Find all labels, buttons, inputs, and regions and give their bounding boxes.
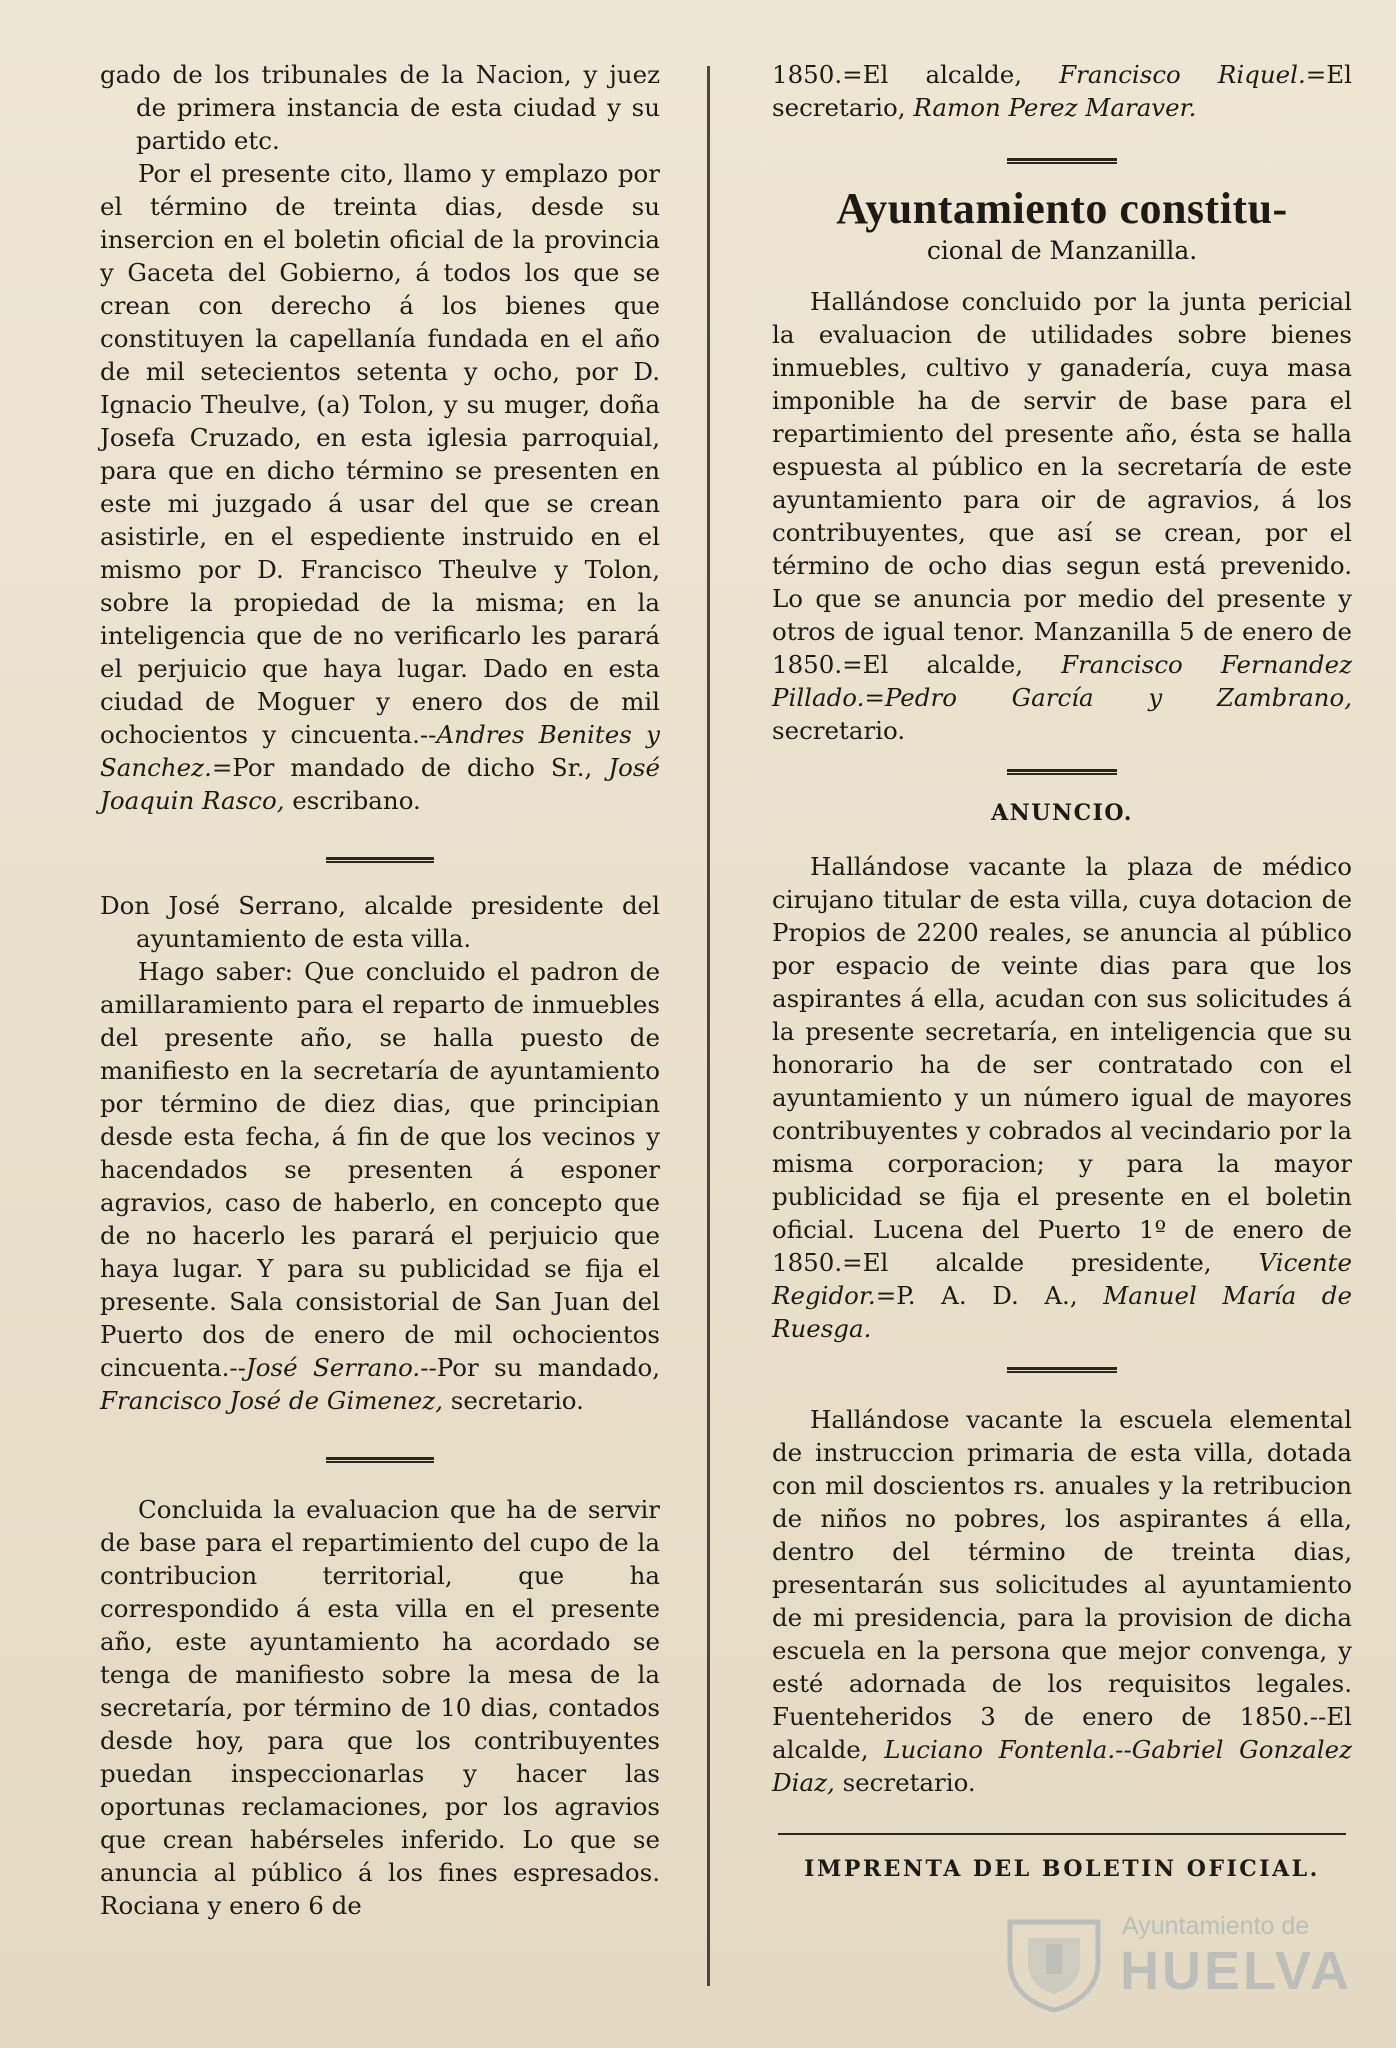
secretary-signature: Manuel María de Ruesga. — [772, 1281, 1352, 1343]
notice-capellania — [100, 58, 660, 817]
mayor-signature: Luciano Fontenla. — [884, 1735, 1116, 1764]
notice-san-juan — [100, 889, 660, 1417]
notice-capellania-text: Por el presente cito, llamo y emplazo por el término de treinta dias, desde su insercion en el boletin oficial de la provincia y Gaceta del Gobierno, á todos los que se crean con derecho á los bienes que constituyen la capellanía fundada en el año de mil setecientos setenta y ocho, por D. Ignacio Theulve, (a) Tolon, y su muger, doña Josefa Cruzado, en esta iglesia parroquial, para que en dicho término se presenten en este mi juzgado á usar del que se crean asistirle, en el espediente instruido en el mismo por D. Francisco Theulve y Tolon, sobre la propiedad de la misma; en la inteligencia que de no verificarlo les parará el perjuicio que haya lugar. Dado en esta ciudad de Moguer y enero dos de mil ochocientos y cincuenta.-- — [100, 159, 660, 749]
notice-rociana-body: Concluida la evaluacion que ha de servir de base para el repartimiento del cupo de la contribucion territorial, que ha correspondido á esta villa en el presente año, este ayuntamiento ha acordado se tenga de manifiesto sobre la mesa de la secretaría, por término de 10 dias, contados desde hoy, para que los contribuyentes puedan inspeccionarlas y hacer las oportunas reclamaciones, por los agravios que crean habérseles inferido. Lo que se anuncia al público á los fines espresados. Rociana y enero 6 de — [100, 1495, 660, 1920]
notice-lucena — [772, 797, 1352, 1345]
secretary-signature: Pedro García y Zambrano, — [884, 683, 1352, 712]
column-divider — [707, 66, 710, 1986]
section-ornament — [1007, 158, 1117, 164]
notice-fuenteheridos — [772, 1403, 1352, 1799]
secretary-signature: Ramon Perez Maraver. — [913, 93, 1197, 122]
signature-separator: =P. A. D. A., — [875, 1281, 1104, 1310]
coat-of-arms-icon — [1000, 1916, 1108, 2012]
mayor-signature: Vicente Regidor. — [772, 1248, 1352, 1310]
judge-signature: Andres Benites y Sanchez. — [100, 720, 660, 782]
mayor-signature: Francisco Fernandez Pillado. — [772, 650, 1352, 712]
notice-lucena-text: Hallándose vacante la plaza de médico cirujano titular de esta villa, cuya dotacion de Propios de 2200 reales, se anuncia al público por espacio de veinte dias para que los aspirantes á ella, acudan con sus solicitudes á la presente secretaría, en inteligencia que su honorario ha de ser contratado con el ayuntamiento y un número igual de mayores contribuyentes y cobrados al vecindario por la misma corporacion; y para la mayor publicidad se fija el presente en el boletin oficial. Lucena del Puerto 1º de enero de 1850.=El alcalde presidente, — [772, 852, 1352, 1277]
continuation-text: 1850.=El alcalde, — [772, 60, 1060, 89]
clerk-signature: José Joaquin Rasco, — [100, 753, 660, 815]
notice-san-juan-heading: Don José Serrano, alcalde presidente del ayuntamiento de esta villa. — [100, 891, 660, 953]
secretary-signature: Gabriel Gonzalez Diaz, — [772, 1735, 1352, 1797]
notice-san-juan-body — [100, 955, 660, 1417]
section-ornament — [1007, 769, 1117, 775]
ayuntamiento-subheading: cional de Manzanilla. — [926, 236, 1198, 265]
notice-capellania-body — [100, 157, 660, 817]
watermark-line2: HUELVA — [1120, 1941, 1352, 2001]
notice-san-juan-text: Hago saber: Que concluido el padron de amillaramiento para el reparto de inmuebles del presente año, se halla puesto de manifiesto en la secretaría de ayuntamiento por término de diez dias, que principian desde esta fecha, á fin de que los vecinos y hacendados se presenten á esponer agravios, caso de haberlo, en concepto que de no hacerlo les parará el perjuicio que haya lugar. Y para su publicidad se fija el presente. Sala consistorial de San Juan del Puerto dos de enero de mil ochocientos cincuenta.-- — [100, 957, 660, 1382]
signature-tail: secretario. — [443, 1386, 584, 1415]
ayuntamiento-heading: Ayuntamiento constitu- — [836, 184, 1288, 233]
mayor-signature: Francisco Riquel. — [1059, 60, 1306, 89]
secretary-signature: Francisco José de Gimenez, — [100, 1386, 443, 1415]
signature-tail: secretario. — [834, 1768, 976, 1797]
anuncio-title: ANUNCIO. — [991, 800, 1133, 826]
notice-lucena-body — [772, 850, 1352, 1345]
signature-separator: -- — [1115, 1735, 1132, 1764]
signature-tail: secretario. — [772, 716, 906, 745]
notice-manzanilla-body — [772, 285, 1352, 747]
footer-rule — [778, 1833, 1346, 1835]
mayor-signature: José Serrano. — [245, 1353, 421, 1382]
notice-fuenteheridos-body — [772, 1403, 1352, 1799]
notice-manzanilla-text: Hallándose concluido por la junta pericial la evaluacion de utilidades sobre bienes inmuebles, cultivo y ganadería, cuya masa imponible ha de servir de base para el repartimiento del presente año, ésta se halla espuesta al público en la secretaría de este ayuntamiento para oir de agravios, á los contribuyentes, que así se crean, por el término de ocho dias segun está prevenido. Lo que se anuncia por medio del presente y otros de igual tenor. Manzanilla 5 de enero de 1850.=El alcalde, — [772, 287, 1352, 679]
left-column — [100, 58, 660, 2008]
signature-separator: =El secretario, — [772, 60, 1352, 122]
watermark-line1: Ayuntamiento de — [1122, 1912, 1310, 1940]
huelva-watermark — [1000, 1910, 1352, 2015]
notice-rociana-continuation — [772, 58, 1352, 124]
right-column — [772, 58, 1352, 2008]
signature-separator: =Por mandado de dicho Sr., — [211, 753, 609, 782]
notice-rociana — [100, 1493, 660, 1922]
section-ornament — [326, 1457, 434, 1463]
notice-fuenteheridos-text: Hallándose vacante la escuela elemental de instruccion primaria de esta villa, dotada con mil doscientos rs. anuales y la retribucion de niños no pobres, los aspirantes á ella, dentro del término de treinta dias, presentarán sus solicitudes al ayuntamiento de mi presidencia, para la provision de dicha escuela en la persona que mejor convenga, y esté adornada de los requisitos legales. Fuenteheridos 3 de enero de 1850.--El alcalde, — [772, 1405, 1352, 1764]
notice-continuation: gado de los tribunales de la Nacion, y juez de primera instancia de esta ciudad y su partido etc. — [100, 60, 660, 155]
signature-tail: escribano. — [284, 786, 421, 815]
section-ornament — [1007, 1367, 1117, 1373]
signature-separator: --Por su mandado, — [420, 1353, 660, 1382]
notice-manzanilla — [772, 184, 1352, 747]
imprint-line: IMPRENTA DEL BOLETIN OFICIAL. — [804, 1856, 1320, 1882]
section-ornament — [326, 857, 434, 863]
signature-separator: = — [864, 683, 885, 712]
